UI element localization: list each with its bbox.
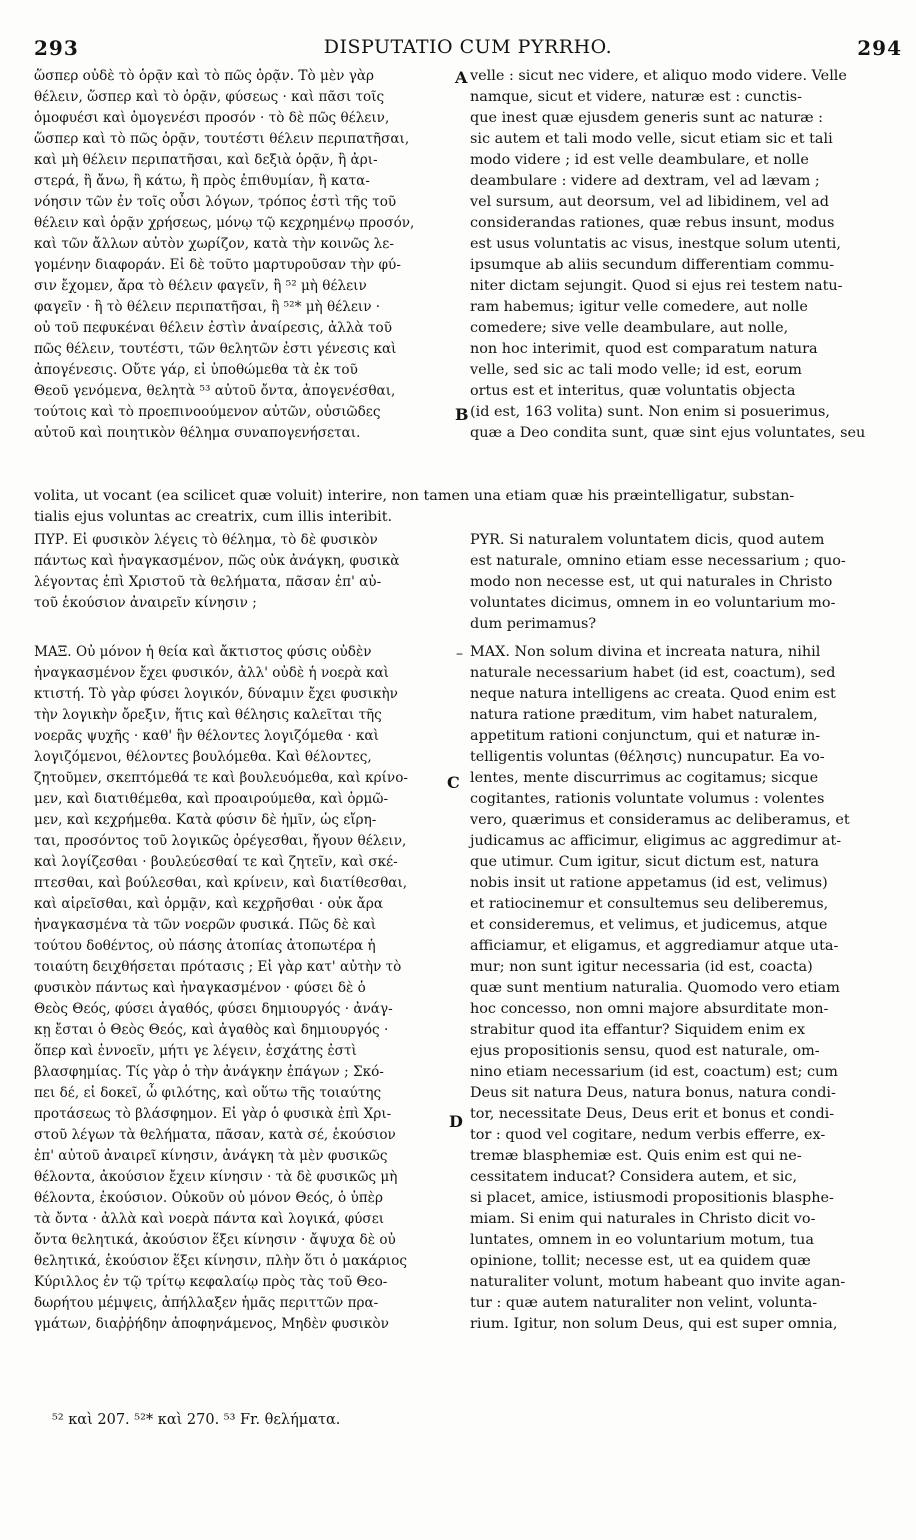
text-line: κῃ ἔσται ὁ Θεὸς Θεός, καὶ ἀγαθὸς καὶ δημιουργός · [34,1022,389,1038]
text-line: ram habemus; igitur velle comedere, aut nolle [470,299,808,315]
text-line: ὥσπερ καὶ τὸ πῶς ὁρᾷν, τουτέστι θέλειν περιπατῆσαι, [34,131,410,147]
text-line: tor : quod vel cogitare, nedum verbis efferre, ex- [470,1127,826,1143]
text-line: strabitur quod ita effantur? Siquidem enim ex [470,1022,805,1038]
latin-column-top [470,66,880,444]
text-line: θελητικά, ἑκούσιον ἕξει κίνησιν, πλὴν ὅτι ὁ μακάριος [34,1253,407,1269]
text-line: πει δέ, εἰ δοκεῖ, ὦ φιλότης, καὶ οὕτω τῆς τοιαύτης [34,1085,382,1101]
text-line: ἠναγκασμένα τὰ τῶν νοερῶν φυσικά. Πῶς δὲ καὶ [34,917,377,933]
text-line: PYR. Si naturalem voluntatem dicis, quod autem [470,532,825,548]
text-line: ὥσπερ οὐδὲ τὸ ὁρᾷν καὶ τὸ πῶς ὁρᾷν. Τὸ μὲν γὰρ [34,68,375,84]
full-width-text [34,486,880,528]
text-line: πάντως καὶ ἠναγκασμένον, πῶς οὐκ ἀνάγκη, φυσικὰ [34,553,400,569]
page-number-right: 294 [857,36,902,60]
text-line: τὴν λογικὴν ὄρεξιν, ἥτις καὶ θέλησις καλεῖται τῆς [34,707,382,723]
text-line: Deus sit natura Deus, natura bonus, natura condi- [470,1085,836,1101]
text-line: modo non necesse est, ut qui naturales in Christo [470,574,833,590]
text-line: neque natura intelligens ac creata. Quod enim est [470,686,836,702]
text-line: ἐπ' αὐτοῦ ἀναιρεῖ κίνησιν, ἀνάγκη τὰ μὲν φυσικῶς [34,1148,388,1164]
text-line: mur; non sunt igitur necessaria (id est, coacta) [470,959,813,975]
text-line: τοῦ ἑκούσιον ἀναιρεῖν κίνησιν ; [34,595,257,611]
text-line: velle : sicut nec videre, et aliquo modo videre. Velle [470,68,847,84]
text-line: tialis ejus voluntas ac creatrix, cum illis interibit. [34,509,393,525]
text-line: προτάσεως τὸ βλάσφημον. Εἰ γὰρ ὁ φυσικὰ ἐπὶ Χρι- [34,1106,392,1122]
text-line: non hoc interimit, quod est comparatum natura [470,341,818,357]
text-line: γμάτων, διαῤῥήδην ἀποφηνάμενος, Μηδὲν φυσικὸν [34,1316,389,1332]
text-line: ortus est et interitus, quæ voluntatis objecta [470,383,796,399]
greek-column-top [34,66,454,444]
text-line: rium. Igitur, non solum Deus, qui est super omnia, [470,1316,838,1332]
text-line: vero, quærimus et consideramus ac deliberamus, et [470,812,850,828]
text-line: hoc concesso, non omni majore absurditate mon- [470,1001,829,1017]
text-line: miam. Si enim qui naturales in Christo dicit vo- [470,1211,816,1227]
text-line: modo videre ; id est velle deambulare, et nolle [470,152,809,168]
text-line: voluntates dicimus, omnem in eo voluntarium mo- [470,595,836,611]
text-line: θέλειν, ὥσπερ καὶ τὸ ὁρᾷν, φύσεως · καὶ πᾶσι τοῖς [34,89,385,105]
page-title: DISPUTATIO CUM PYRRHO. [323,36,613,58]
text-line: ejus propositionis sensu, quod est naturale, om- [470,1043,820,1059]
text-line: μεν, καὶ διατιθέμεθα, καὶ προαιρούμεθα, καὶ ὁρμῶ- [34,791,389,807]
text-line: lentes, mente discurrimus ac cogitamus; sicque [470,770,819,786]
text-line: cessitatem inducat? Considera autem, et sic, [470,1169,798,1185]
text-line: θέλοντα, ἑκούσιον. Οὐκοῦν οὐ μόνον Θεός, ὁ ὑπὲρ [34,1190,383,1206]
text-line: deambulare : videre ad dextram, vel ad lævam ; [470,173,820,189]
text-line: καὶ αἱρεῖσθαι, καὶ ὁρμᾷν, καὶ κεχρῆσθαι · οὐκ ἄρα [34,896,384,912]
text-line: ται, προσόντος τοῦ λογικῶς ὀρέγεσθαι, ἤγουν θέλειν, [34,833,407,849]
text-line: ΜΑΞ. Οὐ μόνον ἡ θεία καὶ ἄκτιστος φύσις οὐδὲν [34,644,372,660]
text-line: volita, ut vocant (ea scilicet quæ voluit) interire, non tamen una etiam quæ his præintelligatur, substan- [34,488,795,504]
margin-dash: – [456,646,463,662]
text-line: comedere; sive velle deambulare, aut nolle, [470,320,789,336]
text-line: natura ratione præditum, vim habet naturalem, [470,707,818,723]
text-line: καὶ λογίζεσθαι · βουλεύεσθαί τε καὶ ζητεῖν, καὶ σκέ- [34,854,398,870]
text-line: cogitantes, rationis voluntate volumus : volentes [470,791,825,807]
margin-marker-a: A [455,68,468,87]
text-line: τὰ ὄντα · ἀλλὰ καὶ νοερὰ πάντα καὶ λογικά, φύσει [34,1211,385,1227]
text-line: dum perimamus? [470,616,597,632]
text-line: ἀπογένεσις. Οὔτε γάρ, εἰ ὑποθώμεθα τὰ ἐκ τοῦ [34,362,358,378]
margin-marker-d: D [449,1112,463,1131]
text-line: λογιζόμενοι, θέλοντες βουλόμεθα. Καὶ θέλοντες, [34,749,372,765]
text-line: et ratiocinemur et consultemus seu deliberemus, [470,896,829,912]
text-line: appetitum rationi conjunctum, qui et naturæ in- [470,728,821,744]
margin-marker-b: B [455,405,469,424]
text-line: αὐτοῦ καὶ ποιητικὸν θέλημα συναπογενήσεται. [34,425,361,441]
page-header [34,36,902,64]
text-line: que inest quæ ejusdem generis sunt ac naturæ : [470,110,824,126]
text-line: τοιαύτη δειχθήσεται πρότασις ; Εἰ γὰρ κατ' αὐτὴν τὸ [34,959,402,975]
text-line: γομένην διαφοράν. Εἰ δὲ τοῦτο μαρτυροῦσαν τὴν φύ- [34,257,401,273]
text-line: ipsumque ab aliis secundum differentiam commu- [470,257,835,273]
text-line: φυσικὸν πάντως καὶ ἠναγκασμένον · φύσει δὲ ὁ [34,980,366,996]
pyrrhus-latin [470,530,880,635]
text-line: ἠναγκασμένον ἔχει φυσικόν, ἀλλ' οὐδὲ ἡ νοερὰ καὶ [34,665,389,681]
text-line: νοερᾶς ψυχῆς · καθ' ἣν θέλοντες λογιζόμεθα · καὶ [34,728,379,744]
text-line: niter dictam sejungit. Quod si ejus rei testem natu- [470,278,843,294]
text-line: (id est, 163 volita) sunt. Non enim si posuerimus, [470,404,830,420]
text-line: Θεὸς Θεός, φύσει ἀγαθός, φύσει δημιουργός · ἀνάγ- [34,1001,393,1017]
text-line: naturale necessarium habet (id est, coactum), sed [470,665,836,681]
text-line: πῶς θέλειν, τουτέστι, τῶν θελητῶν ἐστι γένεσις καὶ [34,341,397,357]
text-line: telligentis voluntas (θέλησις) nuncupatur. Ea vo- [470,749,825,765]
text-line: et consideremus, et velimus, et judicemus, atque [470,917,828,933]
text-line: ΠΥΡ. Εἰ φυσικὸν λέγεις τὸ θέλημα, τὸ δὲ φυσικὸν [34,532,378,548]
text-line: τούτοις καὶ τὸ προεπινοούμενον αὐτῶν, οὐσιῶδες [34,404,381,420]
text-line: velle, sed sic ac tali modo velle; id est, eorum [470,362,802,378]
text-line: est naturale, omnino etiam esse necessarium ; quo- [470,553,846,569]
text-line: namque, sicut et videre, naturæ est : cunctis- [470,89,803,105]
text-line: que utimur. Cum igitur, sicut dictum est, natura [470,854,820,870]
text-line: Θεοῦ γενόμενα, θελητὰ ⁵³ αὐτοῦ ὄντα, ἀπογενέσθαι, [34,383,396,399]
text-line: θέλειν καὶ ὁρᾷν χρήσεως, μόνῳ τῷ κεχρημένῳ προσόν, [34,215,415,231]
text-line: φαγεῖν · ἢ τὸ θέλειν περιπατῆσαι, ἢ ⁵²* μὴ θέλειν · [34,299,381,315]
text-line: naturaliter volunt, motum habeant quo invite agan- [470,1274,846,1290]
text-line: λέγοντας ἐπὶ Χριστοῦ τὰ θελήματα, πᾶσαν ἐπ' αὐ- [34,574,382,590]
text-line: tor, necessitate Deus, Deus erit et bonus et condi- [470,1106,835,1122]
text-line: afficiamur, et eligamus, et aggrediamur atque uta- [470,938,839,954]
text-line: Κύριλλος ἐν τῷ τρίτῳ κεφαλαίῳ πρὸς τὰς τοῦ Θεο- [34,1274,388,1290]
text-line: nino etiam necessarium (id est, coactum) est; cum [470,1064,838,1080]
page-number-left: 293 [34,36,79,60]
text-line: sic autem et tali modo velle, sicut etiam sic et tali [470,131,833,147]
text-line: θέλοντα, ἀκούσιον ἔχειν κίνησιν · τὰ δὲ φυσικῶς μὴ [34,1169,398,1185]
text-line: luntates, omnem in eo voluntarium motum, tua [470,1232,814,1248]
text-line: οὐ τοῦ πεφυκέναι θέλειν ἐστὶν ἀναίρεσις, ἀλλὰ τοῦ [34,320,392,336]
text-line: tur : quæ autem naturaliter non velint, volunta- [470,1295,818,1311]
text-line: τούτου δοθέντος, οὐ πάσης ἀτοπίας ἀτοπωτέρα ἡ [34,938,376,954]
text-line: δωρήτου μέμψεις, ἀπήλλαξεν ἡμᾶς περιττῶν πρα- [34,1295,379,1311]
text-line: βλασφημίας. Τίς γὰρ ὁ τὴν ἀνάγκην ἐπάγων ; Σκό- [34,1064,384,1080]
pyrrhus-greek [34,530,454,614]
text-line: νόησιν τῶν ἐν τοῖς οὖσι λόγων, τρόπος ἐστὶ τῆς τοῦ [34,194,397,210]
text-line: quæ sunt mentium naturalia. Quomodo vero etiam [470,980,840,996]
text-line: quæ a Deo condita sunt, quæ sint ejus voluntates, seu [470,425,866,441]
margin-marker-c: C [447,773,460,792]
text-line: ὁμοφυέσι καὶ ὁμογενέσι προσόν · τὸ δὲ πῶς θέλειν, [34,110,390,126]
text-line: si placet, amice, istiusmodi propositionis blasphe- [470,1190,834,1206]
footnotes: ⁵² καὶ 207. ⁵²* καὶ 270. ⁵³ Fr. θελήματα. [52,1412,341,1428]
text-line: MAX. Non solum divina et increata natura, nihil [470,644,821,660]
maximus-latin [470,642,880,1335]
text-line: καὶ μὴ θέλειν περιπατῆσαι, καὶ δεξιὰ ὁρᾷν, ἢ ἀρι- [34,152,378,168]
text-line: ζητοῦμεν, σκεπτόμεθά τε καὶ βουλευόμεθα, καὶ κρίνο- [34,770,408,786]
text-line: καὶ τῶν ἄλλων αὐτὸν χωρίζον, κατὰ τὴν κοινῶς λε- [34,236,394,252]
text-line: est usus voluntatis ac visus, inestque solum utenti, [470,236,841,252]
text-line: στερά, ἢ ἄνω, ἢ κάτω, ἢ πρὸς ἐπιθυμίαν, ἢ κατα- [34,173,370,189]
maximus-greek [34,642,454,1335]
text-line: ὅπερ καὶ ἐννοεῖν, μήτι γε λέγειν, ἐσχάτης ἐστὶ [34,1043,357,1059]
text-line: πτεσθαι, καὶ βούλεσθαι, καὶ κρίνειν, καὶ διατίθεσθαι, [34,875,408,891]
text-line: opinione, tollit; necesse est, ut ea quidem quæ [470,1253,811,1269]
text-line: μεν, καὶ κεχρήμεθα. Κατὰ φύσιν δὲ ἡμῖν, ὡς εἴρη- [34,812,377,828]
text-line: considerandas rationes, quæ rebus insunt, modus [470,215,835,231]
text-line: σιν ἔχομεν, ἄρα τὸ θέλειν φαγεῖν, ἢ ⁵² μὴ θέλειν [34,278,367,294]
text-line: tremæ blasphemiæ est. Quis enim est qui ne- [470,1148,802,1164]
text-line: κτιστή. Τὸ γὰρ φύσει λογικόν, δύναμιν ἔχει φυσικὴν [34,686,398,702]
text-line: nobis insit ut ratione appetamus (id est, velimus) [470,875,828,891]
text-line: judicamus ac afficimur, eligimus ac aggredimur at- [470,833,842,849]
text-line: ὄντα θελητικά, ἀκούσιον ἕξει κίνησιν · ἄψυχα δὲ οὐ [34,1232,396,1248]
text-line: vel sursum, aut deorsum, vel ad libidinem, vel ad [470,194,829,210]
text-line: στοῦ λέγων τὰ θελήματα, πᾶσαν, κατὰ σέ, ἑκούσιον [34,1127,396,1143]
